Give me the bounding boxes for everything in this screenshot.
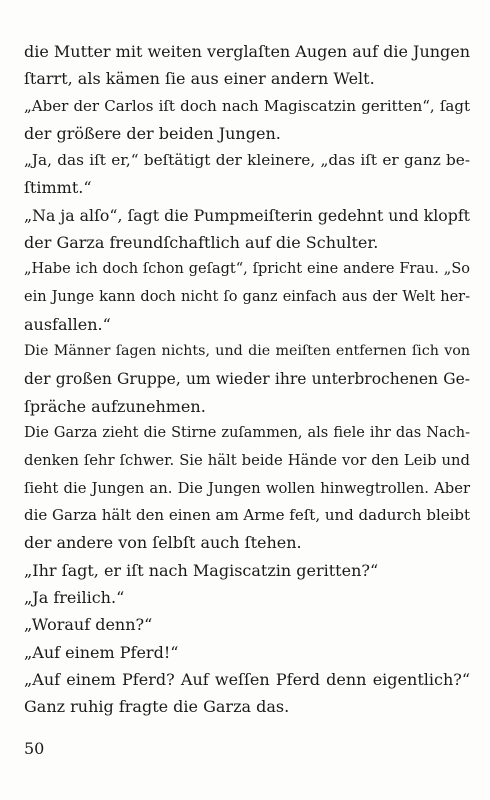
body-text: [24, 38, 470, 720]
text-line: Die Garza zieht die Stirne zuſammen, als fiele ihr das Nach-: [24, 425, 470, 442]
page-number: 50: [24, 739, 45, 758]
text-line: „Ja freilich.“: [24, 587, 125, 607]
text-line: ein Junge kann doch nicht ſo ganz einfach aus der Welt her-: [24, 288, 470, 305]
text-line: denken ſehr ſchwer. Sie hält beide Hände vor den Leib und: [24, 452, 470, 470]
text-line: Die Männer ſagen nichts, und die meiſten entfernen ſich von: [24, 343, 470, 360]
text-line: der Garza freundſchaftlich auf die Schulter.: [24, 233, 379, 253]
text-line: ausfallen.“: [24, 314, 111, 334]
text-line: ſpräche aufzunehmen.: [24, 396, 206, 416]
text-line: der andere von ſelbſt auch ſtehen.: [24, 533, 302, 553]
text-line: ſieht die Jungen an. Die Jungen wollen hinwegtrollen. Aber: [24, 479, 470, 497]
text-line: „Worauf denn?“: [24, 615, 153, 635]
text-line: „Auf einem Pferd? Auf weſſen Pferd denn eigentlich?“: [24, 669, 470, 689]
text-line: „Ihr ſagt, er iſt nach Magiscatzin geritten?“: [24, 560, 379, 580]
text-line: „Habe ich doch ſchon geſagt“, ſpricht eine andere Frau. „So: [24, 261, 470, 278]
text-line: „Ja, das iſt er,“ beſtätigt der kleinere, „das iſt er ganz be-: [24, 151, 470, 170]
text-line: „Auf einem Pferd!“: [24, 642, 179, 662]
text-line: „Aber der Carlos iſt doch nach Magiscatzin geritten“, ſagt: [24, 96, 470, 115]
text-line: Ganz ruhig fragte die Garza das.: [24, 697, 290, 717]
text-line: der größere der beiden Jungen.: [24, 123, 281, 143]
text-line: die Garza hält den einen am Arme feſt, und dadurch bleibt: [24, 506, 471, 525]
text-line: ſtimmt.“: [24, 178, 92, 198]
text-line: der großen Gruppe, um wieder ihre unterbrochenen Ge-: [24, 369, 470, 388]
text-line: ſtarrt, als kämen ſie aus einer andern Welt.: [24, 69, 375, 89]
text-line: die Mutter mit weiten verglaſten Augen auf die Jungen: [24, 42, 471, 61]
text-line: „Na ja alſo“, ſagt die Pumpmeiſterin gedehnt und klopft: [24, 205, 470, 225]
